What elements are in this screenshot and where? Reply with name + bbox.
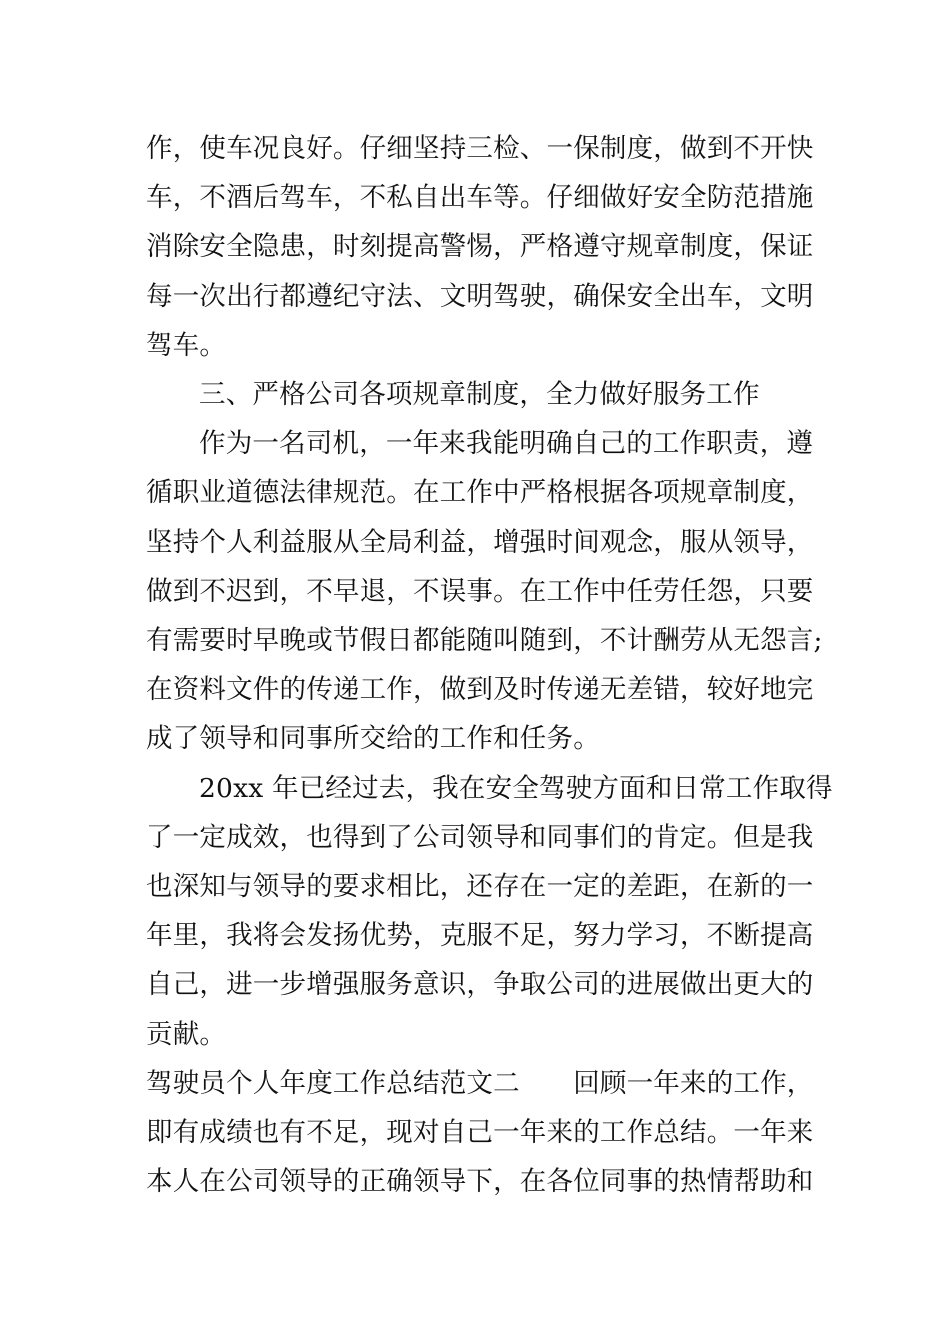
text-line: 循职业道德法律规范。在工作中严格根据各项规章制度，: [146, 477, 814, 509]
document-body: [146, 124, 833, 1206]
text-line: 车，不酒后驾车，不私自出车等。仔细做好安全防范措施: [146, 182, 814, 214]
text-line: 驾车。: [146, 329, 227, 361]
text-line: 贡献。: [146, 1018, 227, 1050]
text-line: 在资料文件的传递工作，做到及时传递无差错，较好地完: [146, 674, 814, 706]
text-line: 20xx 年已经过去，我在安全驾驶方面和日常工作取得: [199, 772, 833, 804]
text-line: 成了领导和同事所交给的工作和任务。: [146, 723, 600, 755]
text-line: 自己，进一步增强服务意识，争取公司的进展做出更大的: [146, 969, 814, 1001]
text-line: 作，使车况良好。仔细坚持三检、一保制度，做到不开快: [146, 133, 814, 164]
text-line: 每一次出行都遵纪守法、文明驾驶，确保安全出车，文明: [146, 280, 814, 312]
text-line: 作为一名司机，一年来我能明确自己的工作职责，遵: [199, 428, 814, 460]
text-line: 即有成绩也有不足，现对自己一年来的工作总结。一年来: [146, 1117, 814, 1149]
text-line: 也深知与领导的要求相比，还存在一定的差距，在新的一: [146, 871, 814, 903]
text-line: 坚持个人利益服从全局利益，增强时间观念，服从领导，: [146, 526, 814, 558]
text-line: 了一定成效，也得到了公司领导和同事们的肯定。但是我: [146, 821, 814, 853]
text-line: 做到不迟到，不早退，不误事。在工作中任劳任怨，只要: [146, 575, 814, 607]
text-line: 三、严格公司各项规章制度，全力做好服务工作: [199, 379, 760, 411]
text-line: 有需要时早晚或节假日都能随叫随到，不计酬劳从无怨言;: [146, 625, 823, 657]
text-line: 消除安全隐患，时刻提高警惕，严格遵守规章制度，保证: [146, 231, 814, 263]
text-line: 本人在公司领导的正确领导下，在各位同事的热情帮助和: [146, 1166, 814, 1198]
text-line: 年里，我将会发扬优势，克服不足，努力学习，不断提高: [146, 920, 814, 952]
text-line: 驾驶员个人年度工作总结范文二 回顾一年来的工作，: [146, 1067, 814, 1099]
